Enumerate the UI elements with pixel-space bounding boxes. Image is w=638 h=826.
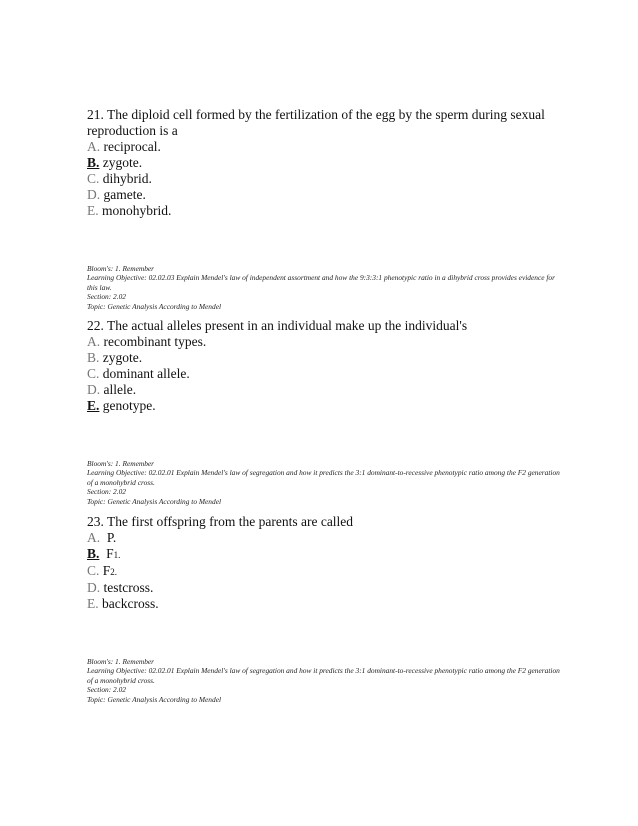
learning-objective: Learning Objective: 02.02.03 Explain Mendel's law of independent assortment and how the 9:3:3:1 phenotypic ratio in a dihybrid cross provides evidence for this law. bbox=[87, 273, 555, 292]
choice-b: B. F1. bbox=[87, 546, 121, 561]
question-metadata bbox=[87, 264, 567, 311]
learning-objective: Learning Objective: 02.02.01 Explain Mendel's law of segregation and how it predicts the 3:1 dominant-to-recessive phenotypic ratio among the F2 generation of a monohybrid cross. bbox=[87, 468, 560, 487]
choice-e: E. monohybrid. bbox=[87, 203, 172, 218]
choice-e: E. backcross. bbox=[87, 596, 159, 611]
section-label: Section: 2.02 bbox=[87, 487, 126, 497]
choice-c: C. dihybrid. bbox=[87, 171, 152, 186]
choice-c: C. dominant allele. bbox=[87, 366, 190, 381]
question-text: 22. The actual alleles present in an individual make up the individual's bbox=[87, 318, 468, 333]
question-text: 23. The first offspring from the parents are called bbox=[87, 514, 354, 529]
choice-a: A. reciprocal. bbox=[87, 139, 161, 154]
section-label: Section: 2.02 bbox=[87, 685, 126, 695]
topic-label: Topic: Genetic Analysis According to Mendel bbox=[87, 496, 222, 506]
blooms-level: Bloom's: 1. Remember bbox=[87, 459, 155, 468]
section-label: Section: 2.02 bbox=[87, 292, 126, 302]
question-text: 21. The diploid cell formed by the fertilization of the egg by the sperm during sexual reproduction is a bbox=[87, 107, 545, 138]
topic-label: Topic: Genetic Analysis According to Mendel bbox=[87, 694, 222, 704]
question-metadata bbox=[87, 657, 567, 704]
question-21 bbox=[87, 107, 567, 311]
choice-a: A. recombinant types. bbox=[87, 334, 207, 349]
question-metadata bbox=[87, 459, 567, 506]
choice-a: A. P. bbox=[87, 530, 117, 545]
choice-c: C. F2. bbox=[87, 563, 118, 578]
choice-b: B. zygote. bbox=[87, 155, 143, 170]
blooms-level: Bloom's: 1. Remember bbox=[87, 657, 155, 666]
topic-label: Topic: Genetic Analysis According to Mendel bbox=[87, 301, 222, 311]
choice-d: D. testcross. bbox=[87, 580, 154, 595]
question-23 bbox=[87, 514, 567, 704]
choice-e: E. genotype. bbox=[87, 398, 156, 413]
choice-d: D. allele. bbox=[87, 382, 137, 397]
choice-d: D. gamete. bbox=[87, 187, 146, 202]
learning-objective: Learning Objective: 02.02.01 Explain Mendel's law of segregation and how it predicts the 3:1 dominant-to-recessive phenotypic ratio among the F2 generation of a monohybrid cross. bbox=[87, 666, 560, 685]
question-22 bbox=[87, 318, 567, 506]
blooms-level: Bloom's: 1. Remember bbox=[87, 264, 155, 273]
choice-b: B. zygote. bbox=[87, 350, 143, 365]
